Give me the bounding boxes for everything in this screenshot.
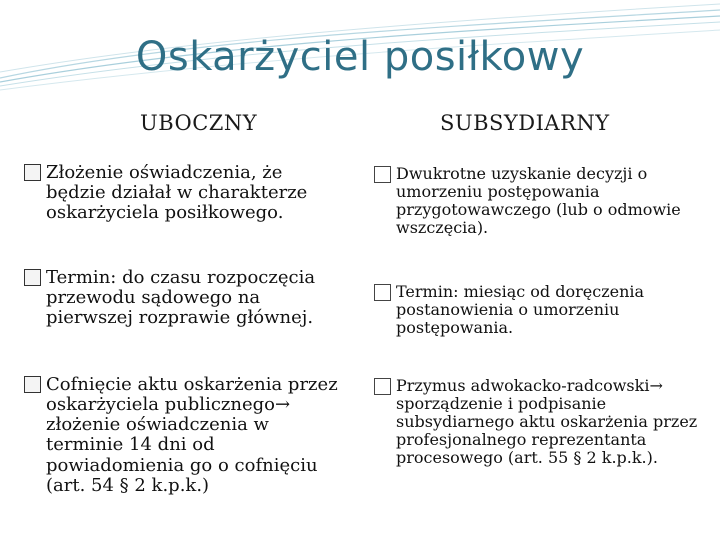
bullet-box-icon [24, 269, 41, 286]
bullet-box-icon [374, 284, 391, 301]
bullet-box-icon [374, 378, 391, 395]
column-heading-right: SUBSYDIARNY [440, 111, 610, 135]
column-heading-left: UBOCZNY [140, 111, 258, 135]
bullet-box-icon [24, 376, 41, 393]
right-item-text: Przymus adwokacko-radcowski→ sporządzenie i podpisanie subsydiarnego aktu oskarżenia przez profesjonalnego reprezentanta procesowego (art. 55 § 2 k.p.k.). [396, 376, 698, 467]
right-item-text: Termin: miesiąc od doręczenia postanowienia o umorzeniu postępowania. [396, 282, 645, 337]
left-item-text: Termin: do czasu rozpoczęcia przewodu sądowego na pierwszej rozprawie głównej. [46, 267, 316, 329]
left-item-1 [24, 163, 346, 223]
bullet-box-icon [374, 166, 391, 183]
left-item-text: Złożenie oświadczenia, że będzie działał w charakterze oskarżyciela posiłkowego. [46, 162, 308, 224]
left-item-3 [24, 375, 346, 496]
right-item-3 [374, 377, 704, 467]
right-item-2 [374, 283, 704, 337]
page-title: Oskarżyciel posiłkowy [135, 34, 585, 80]
right-item-1 [374, 165, 704, 237]
bullet-box-icon [24, 164, 41, 181]
left-item-2 [24, 268, 346, 328]
left-item-text: Cofnięcie aktu oskarżenia przez oskarżyciela publicznego→ złożenie oświadczenia w terminie 14 dni od powiadomienia go o cofnięciu (art. 54 § 2 k.p.k.) [46, 374, 338, 496]
right-item-text: Dwukrotne uzyskanie decyzji o umorzeniu postępowania przygotowawczego (lub o odmowie wszczęcia). [396, 164, 681, 237]
